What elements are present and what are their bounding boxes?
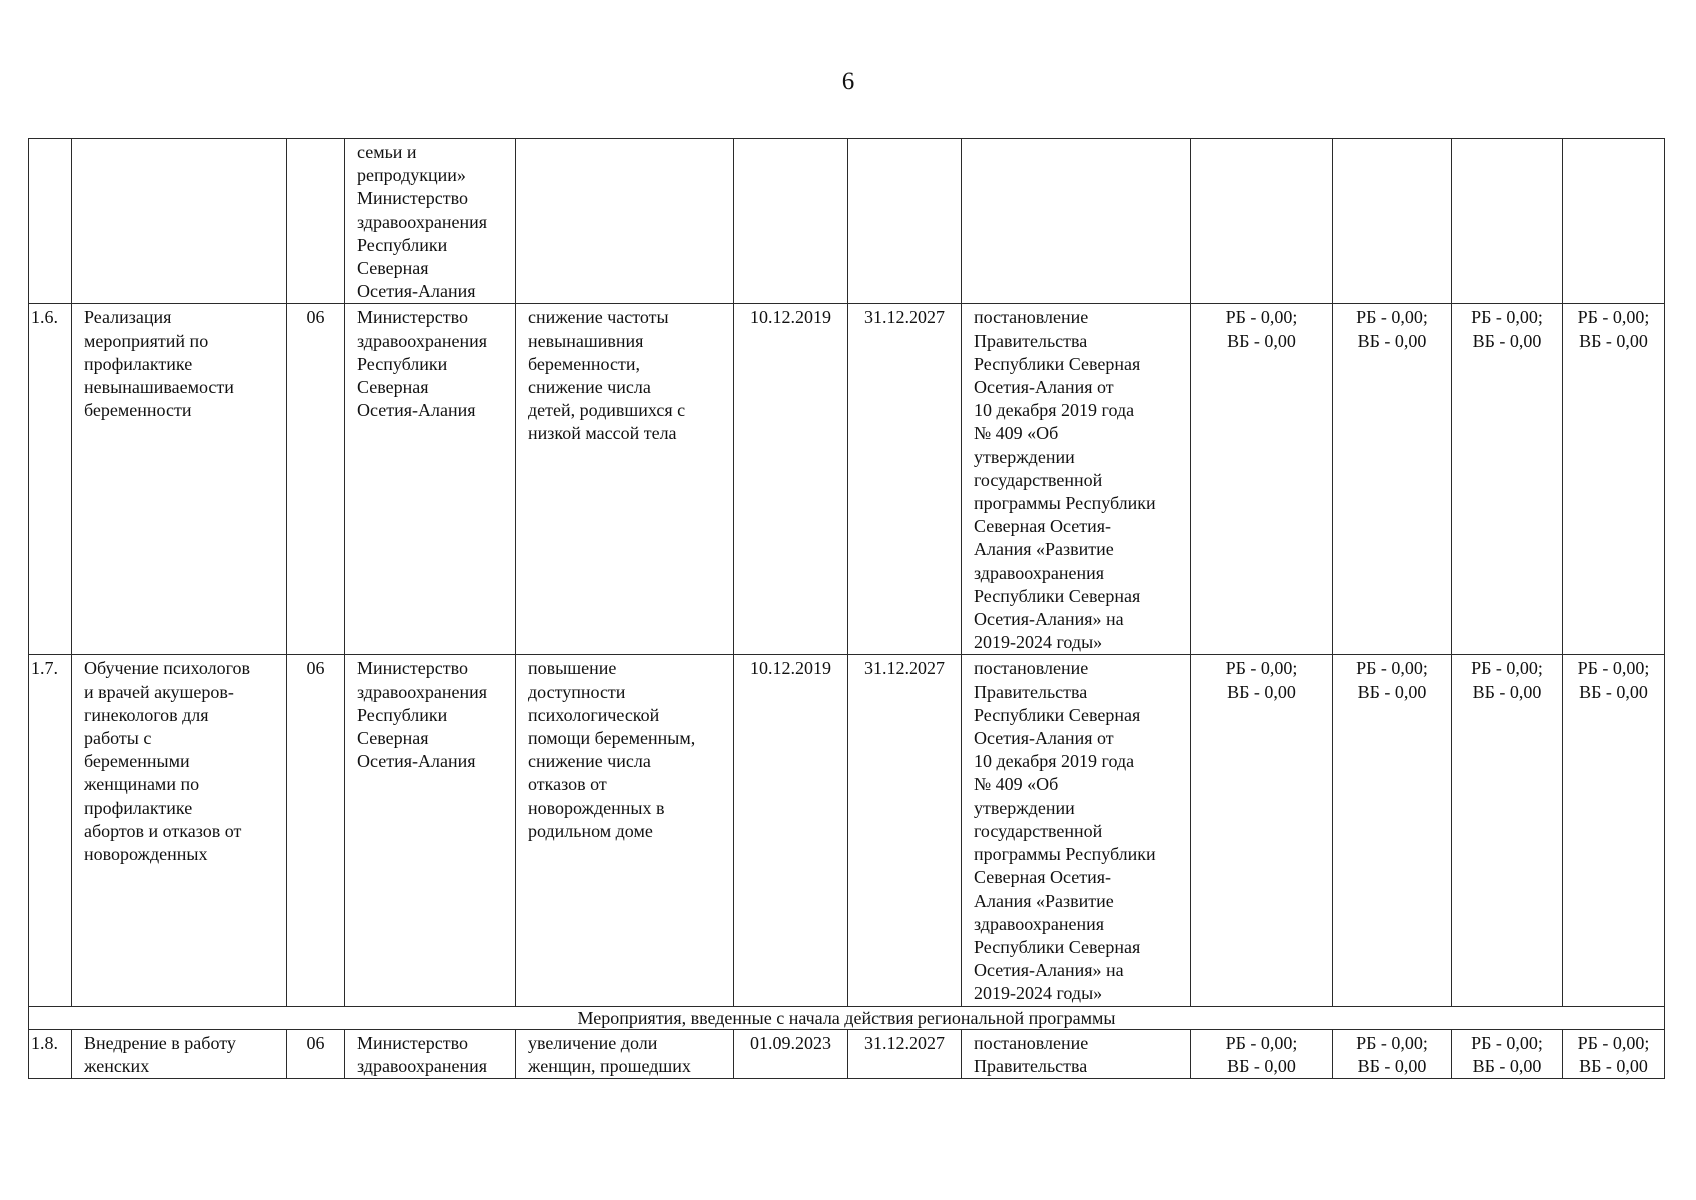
cell-number: 1.8. bbox=[29, 1029, 72, 1078]
cell-funding: РБ - 0,00; ВБ - 0,00 bbox=[1563, 304, 1665, 655]
cell-measure-name: Внедрение в работу женских bbox=[72, 1029, 287, 1078]
cell-code: 06 bbox=[287, 655, 345, 1006]
cell-code: 06 bbox=[287, 304, 345, 655]
cell-executor: Министерство здравоохранения bbox=[345, 1029, 516, 1078]
cell-result: снижение частоты невынашивния беременности, снижение числа детей, родившихся с низкой массой тела bbox=[516, 304, 734, 655]
cell-measure-name: Обучение психологов и врачей акушеров- гинекологов для работы с беременными женщинами по профилактике абортов и отказов от новорожденных bbox=[72, 655, 287, 1006]
cell-funding: РБ - 0,00; ВБ - 0,00 bbox=[1333, 1029, 1452, 1078]
cell-legal-basis: постановление Правительства Республики Северная Осетия-Алания от 10 декабря 2019 года № 409 «Об утверждении государственной программы Республики Северная Осетия- Алания «Развитие здравоохранения Республики Северная Осетия-Алания» на 2019-2024 годы» bbox=[962, 655, 1191, 1006]
cell-code: 06 bbox=[287, 1029, 345, 1078]
cell-funding: РБ - 0,00; ВБ - 0,00 bbox=[1191, 655, 1333, 1006]
cell-legal-basis: постановление Правительства Республики Северная Осетия-Алания от 10 декабря 2019 года № 409 «Об утверждении государственной программы Республики Северная Осетия- Алания «Развитие здравоохранения Республики Северная Осетия-Алания» на 2019-2024 годы» bbox=[962, 304, 1191, 655]
cell-start-date bbox=[734, 139, 848, 304]
cell-funding: РБ - 0,00; ВБ - 0,00 bbox=[1333, 655, 1452, 1006]
cell-funding: РБ - 0,00; ВБ - 0,00 bbox=[1452, 304, 1563, 655]
cell-funding: РБ - 0,00; ВБ - 0,00 bbox=[1333, 304, 1452, 655]
cell-start-date: 01.09.2023 bbox=[734, 1029, 848, 1078]
cell-funding: РБ - 0,00; ВБ - 0,00 bbox=[1191, 1029, 1333, 1078]
section-header-row bbox=[29, 1006, 1665, 1029]
cell-result bbox=[516, 139, 734, 304]
cell-executor: семьи и репродукции» Министерство здравоохранения Республики Северная Осетия-Алания bbox=[345, 139, 516, 304]
cell-end-date: 31.12.2027 bbox=[848, 655, 962, 1006]
cell-funding: РБ - 0,00; ВБ - 0,00 bbox=[1563, 1029, 1665, 1078]
cell-funding: РБ - 0,00; ВБ - 0,00 bbox=[1563, 655, 1665, 1006]
cell-number: 1.6. bbox=[29, 304, 72, 655]
cell-executor: Министерство здравоохранения Республики Северная Осетия-Алания bbox=[345, 655, 516, 1006]
cell-start-date: 10.12.2019 bbox=[734, 304, 848, 655]
cell-legal-basis: постановление Правительства bbox=[962, 1029, 1191, 1078]
table-row bbox=[29, 655, 1665, 1006]
cell-funding bbox=[1563, 139, 1665, 304]
cell-funding bbox=[1333, 139, 1452, 304]
cell-code bbox=[287, 139, 345, 304]
cell-funding: РБ - 0,00; ВБ - 0,00 bbox=[1452, 655, 1563, 1006]
page-number: 6 bbox=[841, 68, 855, 95]
table-row bbox=[29, 304, 1665, 655]
cell-result: повышение доступности психологической помощи беременным, снижение числа отказов от новорожденных в родильном доме bbox=[516, 655, 734, 1006]
cell-end-date: 31.12.2027 bbox=[848, 304, 962, 655]
section-title: Мероприятия, введенные с начала действия региональной программы bbox=[29, 1006, 1665, 1029]
cell-legal-basis bbox=[962, 139, 1191, 304]
cell-number bbox=[29, 139, 72, 304]
cell-executor: Министерство здравоохранения Республики Северная Осетия-Алания bbox=[345, 304, 516, 655]
cell-measure-name bbox=[72, 139, 287, 304]
cell-funding: РБ - 0,00; ВБ - 0,00 bbox=[1452, 1029, 1563, 1078]
cell-measure-name: Реализация мероприятий по профилактике невынашиваемости беременности bbox=[72, 304, 287, 655]
cell-number: 1.7. bbox=[29, 655, 72, 1006]
cell-start-date: 10.12.2019 bbox=[734, 655, 848, 1006]
cell-result: увеличение доли женщин, прошедших bbox=[516, 1029, 734, 1078]
measures-table bbox=[28, 138, 1665, 1079]
table-row bbox=[29, 139, 1665, 304]
cell-funding: РБ - 0,00; ВБ - 0,00 bbox=[1191, 304, 1333, 655]
table-row bbox=[29, 1029, 1665, 1078]
cell-funding bbox=[1452, 139, 1563, 304]
cell-funding bbox=[1191, 139, 1333, 304]
cell-end-date: 31.12.2027 bbox=[848, 1029, 962, 1078]
cell-end-date bbox=[848, 139, 962, 304]
